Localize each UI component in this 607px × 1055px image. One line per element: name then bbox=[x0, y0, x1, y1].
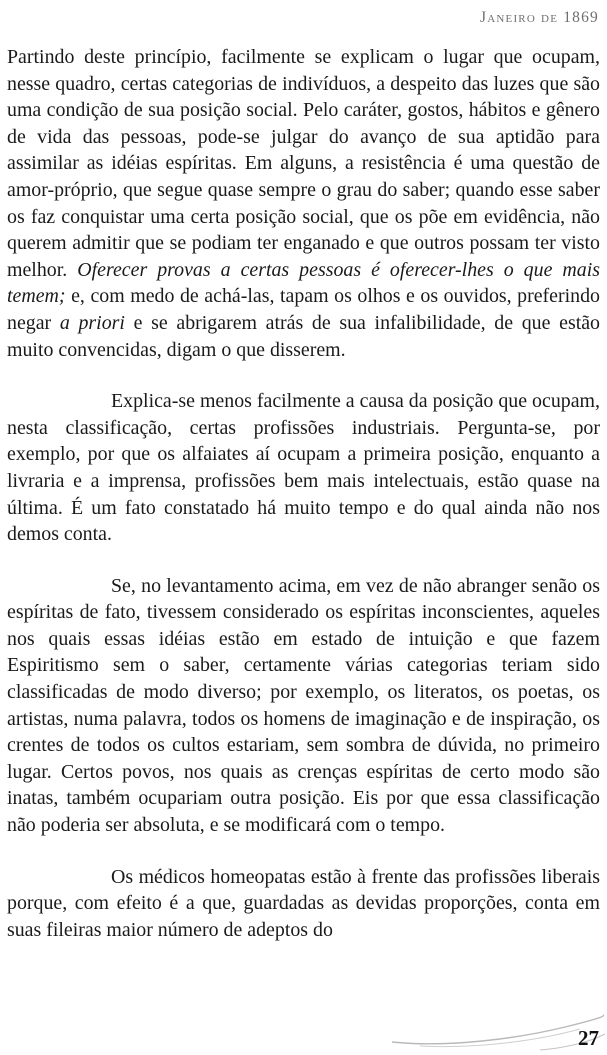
paragraph bbox=[7, 388, 600, 548]
text-segment: Os médicos homeopatas estão à frente das profissões liberais porque, com efeito é a que, guardadas as devidas proporções, conta em suas fileiras maior número de adeptos do bbox=[7, 865, 600, 941]
italic-phrase: Oferecer provas a certas pessoas é oferecer-lhes o que mais temem; bbox=[7, 258, 600, 308]
page-number: 27 bbox=[578, 1026, 599, 1050]
paragraph bbox=[7, 44, 600, 363]
italic-phrase: a priori bbox=[59, 311, 125, 334]
running-head: Janeiro de 1869 bbox=[480, 9, 599, 26]
text-segment: e, com medo de achá-las, tapam os olhos e os ouvidos, preferindo negar bbox=[7, 285, 600, 334]
page-footer bbox=[0, 1012, 607, 1055]
text-segment: Explica-se menos facilmente a causa da posição que ocupam, nesta classificação, certas profissões industriais. Pergunta-se, por exemplo, por que os alfaiates aí ocupam a primeira posição, enquanto a livraria e a imprensa, profissões bem mais intelectuais, estão quase na última. É um fato constatado há muito tempo e do qual ainda não nos demos conta. bbox=[7, 390, 600, 546]
text-segment: Partindo deste princípio, facilmente se explicam o lugar que ocupam, nesse quadro, certas categorias de indivíduos, a despeito das luzes que são uma condição de sua posição social. Pelo caráter, gostos, hábitos e gênero de vida das pessoas, pode-se julgar do avanço de sua aptidão para assimilar as idéias espíritas. Em alguns, a resistência é uma questão de amor-próprio, que segue quase sempre o grau do saber; quando esse saber os faz conquistar uma certa posição social, que os põe em evidência, não querem admitir que se podiam ter enganado e que outros possam ter visto melhor. bbox=[7, 46, 600, 281]
paragraph bbox=[7, 864, 600, 944]
text-segment: e se abrigarem atrás de sua infalibilidade, de que estão muito convencidas, digam o que disserem. bbox=[7, 311, 600, 361]
text-segment: Se, no levantamento acima, em vez de não abranger senão os espíritas de fato, tivessem considerado os espíritas inconscientes, aqueles nos quais essas idéias estão em estado de intuição e que fazem Espiritismo sem o saber, certamente várias categorias teriam sido classificadas de modo diverso; por exemplo, os literatos, os poetas, os artistas, numa palavra, todos os homens de imaginação e de inspiração, os crentes de todos os cultos estariam, sem sombra de dúvida, no primeiro lugar. Certos povos, nos quais as crenças espíritas de certo modo são inatas, também ocupariam outra posição. Eis por que essa classificação não poderia ser absoluta, e se modificará com o tempo. bbox=[7, 574, 600, 837]
paragraph bbox=[7, 573, 600, 839]
swoosh-ornament-icon bbox=[390, 1012, 607, 1055]
text-body bbox=[7, 44, 600, 943]
